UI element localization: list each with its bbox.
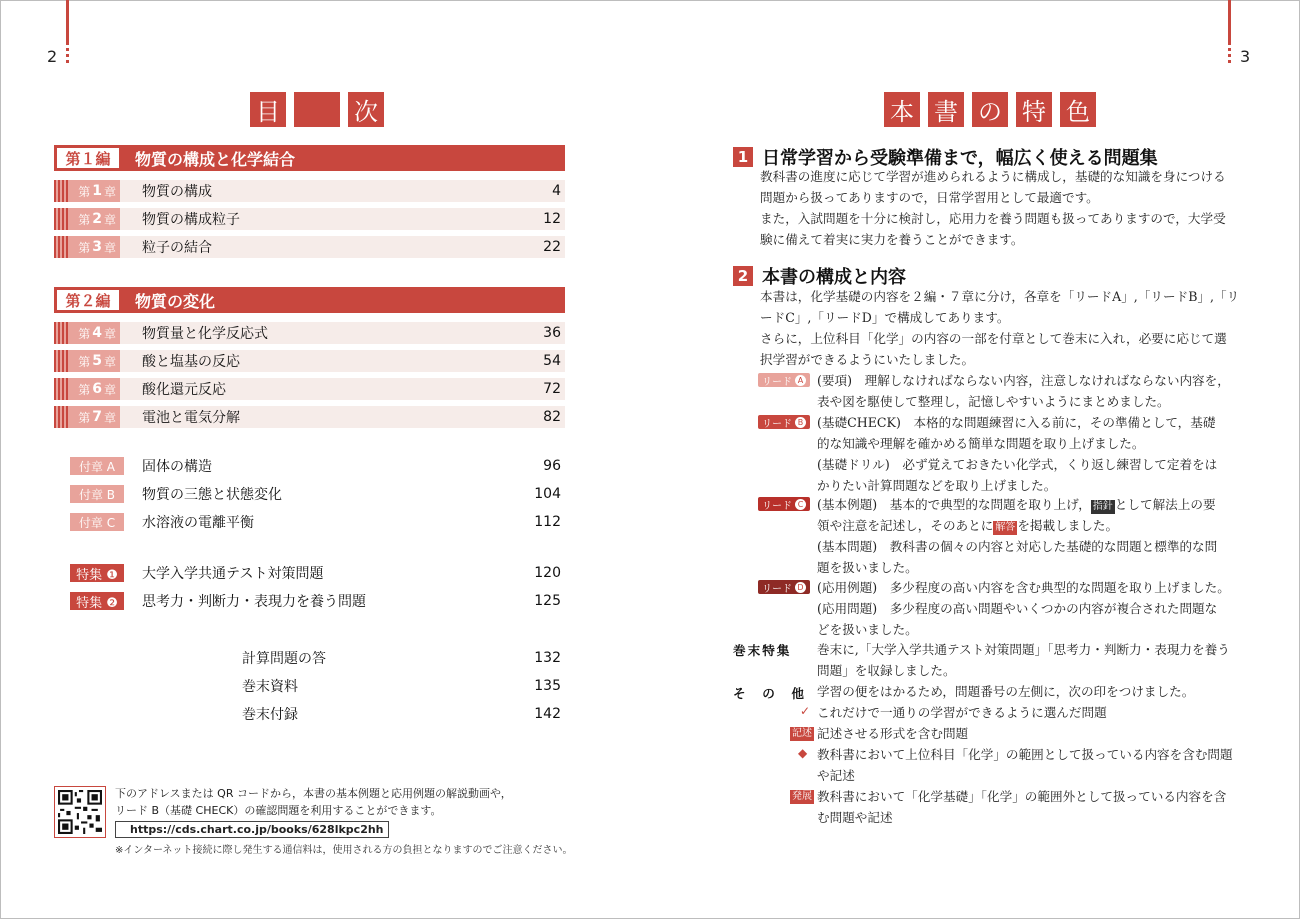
- part-tag: 第１編: [57, 148, 119, 168]
- part-title: 物質の構成と化学結合: [135, 149, 296, 169]
- body-line: 本書は，化学基礎の内容を２編・７章に分け，各章を「リードA」,「リードB」,「リ: [760, 289, 1240, 304]
- desc-line: (要項) 理解しなければならない内容，注意しなければならない内容を，: [817, 373, 1230, 388]
- section-2-body: [760, 286, 1246, 370]
- resource-url-link[interactable]: https://cds.chart.co.jp/books/628lkpc2hh: [115, 821, 389, 838]
- lead-d-desc: [817, 577, 1247, 640]
- body-line: ードC」,「リードD」で構成してあります。: [760, 310, 1010, 325]
- special-page: 125: [534, 593, 561, 609]
- toc-part-2[interactable]: [54, 287, 565, 313]
- appendix-title: 固体の構造: [142, 459, 212, 475]
- check-mark-icon: ✓: [800, 704, 811, 718]
- chapter-tag: 第 6 章: [54, 378, 120, 400]
- part-title: 物質の変化: [135, 291, 216, 311]
- toc-special-1[interactable]: [70, 563, 565, 583]
- other-desc: 学習の便をはかるため，問題番号の左側に，次の印をつけました。: [817, 684, 1195, 699]
- appendix-page: 104: [534, 486, 561, 502]
- desc-line: (基本例題) 基本的で典型的な問題を取り上げ， 指針 として解法上の要: [817, 497, 1216, 512]
- desc-line: や記述: [817, 768, 855, 783]
- section-number: 2: [733, 266, 753, 286]
- appendix-tag: 付章 C: [70, 513, 124, 531]
- special-tag: 特集 ❶: [70, 564, 124, 582]
- toc-appendix-c[interactable]: [70, 512, 565, 532]
- chapter-page: 54: [543, 353, 561, 369]
- features-title-char: 色: [1060, 92, 1096, 127]
- desc-line: 巻末に,「大学入学共通テスト対策問題」「思考力・判断力・表現力を養う: [817, 642, 1230, 657]
- misc-page: 135: [534, 678, 561, 694]
- toc-chapter-5[interactable]: [54, 350, 565, 372]
- section-title: 日常学習から受験準備まで，幅広く使える問題集: [762, 148, 1158, 169]
- qr-description: [115, 785, 565, 819]
- appendix-title: 水溶液の電離平衡: [142, 515, 254, 531]
- toc-appendix-b[interactable]: [70, 484, 565, 504]
- toc-misc-appendix[interactable]: [242, 704, 565, 724]
- left-page-number: 2: [47, 47, 58, 66]
- advanced-mark-icon: 発展: [792, 791, 812, 802]
- toc-chapter-7[interactable]: [54, 406, 565, 428]
- qr-code-icon: [58, 790, 102, 834]
- body-line: 択学習ができるようにいたしました。: [760, 352, 975, 367]
- lead-d-tag: リード D: [758, 580, 810, 594]
- lead-a-desc: [817, 370, 1247, 412]
- left-margin-bar: [66, 0, 69, 45]
- toc-appendix-a[interactable]: [70, 456, 565, 476]
- chapter-title: 電池と電気分解: [142, 410, 240, 426]
- desc-line: 的な知識や理解を確かめる簡単な問題を取り上げました。: [817, 436, 1145, 451]
- appendix-page: 112: [534, 514, 561, 530]
- desc-line: (基礎CHECK) 本格的な問題練習に入る前に，その準備として，基礎: [817, 415, 1216, 430]
- features-title-char: の: [972, 92, 1008, 127]
- lead-c-tag: リード C: [758, 497, 810, 511]
- answer-badge: 解答: [995, 522, 1016, 533]
- chapter-tag: 第 1 章: [54, 180, 120, 202]
- chapter-title: 酸化還元反応: [142, 382, 226, 398]
- appendix-title: 物質の三態と状態変化: [142, 487, 282, 503]
- toc-misc-answers[interactable]: [242, 648, 565, 668]
- body-line: 教科書の進度に応じて学習が進められるように構成し，基礎的な知識を身につける: [760, 169, 1226, 184]
- desc-line: (基本問題) 教科書の個々の内容と対応した基礎的な問題と標準的な問: [817, 539, 1218, 554]
- qr-description-line: リード B（基礎 CHECK）の確認問題を利用することができます。: [115, 804, 442, 817]
- qr-code[interactable]: [54, 786, 106, 838]
- desc-line: む問題や記述: [817, 810, 893, 825]
- chapter-title: 酸と塩基の反応: [142, 354, 240, 370]
- mark-3-desc: [817, 744, 1247, 786]
- description-mark-icon: 記述: [792, 728, 812, 739]
- chapter-page: 82: [543, 409, 561, 425]
- right-page-number: 3: [1240, 47, 1251, 66]
- toc-chapter-2[interactable]: [54, 208, 565, 230]
- desc-line: (基礎ドリル) 必ず覚えておきたい化学式，くり返し練習して定着をは: [817, 457, 1218, 472]
- section-title: 本書の構成と内容: [762, 267, 906, 288]
- chapter-page: 4: [552, 183, 561, 199]
- appendix-tag: 付章 B: [70, 485, 124, 503]
- appendix-page: 96: [543, 458, 561, 474]
- section-1-body: [760, 166, 1246, 250]
- toc-misc-materials[interactable]: [242, 676, 565, 696]
- chapter-title: 物質の構成: [142, 184, 212, 200]
- body-line: さらに，上位科目「化学」の内容の一部を付章として巻末に入れ，必要に応じて選: [760, 331, 1227, 346]
- connection-note: ※インターネット接続に際し発生する通信料は，使用される方の負担となりますのでご注意ください。: [115, 845, 573, 856]
- diamond-mark-icon: ◆: [798, 746, 808, 760]
- toc-chapter-1[interactable]: [54, 180, 565, 202]
- toc-title: [250, 92, 384, 127]
- features-title: [884, 92, 1096, 127]
- toc-chapter-6[interactable]: [54, 378, 565, 400]
- part-tag: 第２編: [57, 290, 119, 310]
- features-title-char: 特: [1016, 92, 1052, 127]
- chapter-page: 12: [543, 211, 561, 227]
- special-desc: [817, 639, 1247, 681]
- body-line: 験に備えて着実に実力を養うことができます。: [760, 232, 1024, 247]
- misc-page: 132: [534, 650, 561, 666]
- chapter-tag: 第 5 章: [54, 350, 120, 372]
- desc-line: 表や図を駆使して整理し，記憶しやすいようにまとめました。: [817, 394, 1170, 409]
- toc-chapter-4[interactable]: [54, 322, 565, 344]
- toc-special-2[interactable]: [70, 591, 565, 611]
- chapter-tag: 第 3 章: [54, 236, 120, 258]
- chapter-title: 物質量と化学反応式: [142, 326, 268, 342]
- mark-1-desc: これだけで一通りの学習ができるように選んだ問題: [817, 705, 1107, 720]
- chapter-page: 36: [543, 325, 561, 341]
- chapter-title: 粒子の結合: [142, 240, 212, 256]
- features-title-char: 本: [884, 92, 920, 127]
- toc-part-1[interactable]: [54, 145, 565, 171]
- misc-title: 巻末付録: [242, 707, 298, 723]
- misc-title: 計算問題の答: [242, 651, 326, 667]
- toc-chapter-3[interactable]: [54, 236, 565, 258]
- qr-description-line: 下のアドレスまたは QR コードから，本書の基本例題と応用例題の解説動画や，: [115, 787, 512, 800]
- desc-line: かりたい計算問題などを取り上げました。: [817, 478, 1057, 493]
- mark-4-desc: [817, 786, 1247, 828]
- body-line: また，入試問題を十分に検討し，応用力を養う問題も扱ってありますので，大学受: [760, 211, 1226, 226]
- body-line: 問題から扱ってありますので，日常学習用として最適です。: [760, 190, 1099, 205]
- toc-title-spacer: [294, 92, 340, 127]
- right-margin-dash: [1228, 48, 1231, 66]
- desc-line: (応用例題) 多少程度の高い内容を含む典型的な問題を取り上げました。: [817, 580, 1230, 595]
- misc-title: 巻末資料: [242, 679, 298, 695]
- desc-line: 教科書において「化学基礎」「化学」の範囲外として扱っている内容を含: [817, 789, 1227, 804]
- lead-a-tag: リード A: [758, 373, 810, 387]
- mark-2-desc: 記述させる形式を含む問題: [817, 726, 969, 741]
- right-margin-bar: [1228, 0, 1231, 45]
- misc-page: 142: [534, 706, 561, 722]
- chapter-page: 72: [543, 381, 561, 397]
- toc-title-char: 目: [250, 92, 286, 127]
- desc-line: どを扱いました。: [817, 622, 918, 637]
- desc-line: 題を扱いました。: [817, 560, 918, 575]
- chapter-tag: 第 4 章: [54, 322, 120, 344]
- special-tag: 特集 ❷: [70, 592, 124, 610]
- chapter-tag: 第 2 章: [54, 208, 120, 230]
- appendix-tag: 付章 A: [70, 457, 124, 475]
- desc-line: 問題」を収録しました。: [817, 663, 956, 678]
- section-number: 1: [733, 147, 753, 167]
- toc-title-char: 次: [348, 92, 384, 127]
- special-title: 大学入学共通テスト対策問題: [142, 566, 324, 582]
- lead-c-desc: [817, 494, 1247, 578]
- chapter-title: 物質の構成粒子: [142, 212, 240, 228]
- other-label: そ の 他: [733, 686, 806, 701]
- lead-b-desc: [817, 412, 1247, 496]
- special-title: 思考力・判断力・表現力を養う問題: [142, 594, 366, 610]
- desc-line: 教科書において上位科目「化学」の範囲として扱っている内容を含む問題: [817, 747, 1233, 762]
- chapter-page: 22: [543, 239, 561, 255]
- special-label: 巻末特集: [733, 643, 792, 658]
- chapter-tag: 第 7 章: [54, 406, 120, 428]
- lead-b-tag: リード B: [758, 415, 810, 429]
- desc-line: (応用問題) 多少程度の高い問題やいくつかの内容が複合された問題な: [817, 601, 1218, 616]
- desc-line: 領や注意を記述し，そのあとに 解答 を掲載しました。: [817, 518, 1119, 533]
- features-title-char: 書: [928, 92, 964, 127]
- left-margin-dash: [66, 48, 69, 66]
- special-page: 120: [534, 565, 561, 581]
- hint-badge: 指針: [1092, 501, 1113, 512]
